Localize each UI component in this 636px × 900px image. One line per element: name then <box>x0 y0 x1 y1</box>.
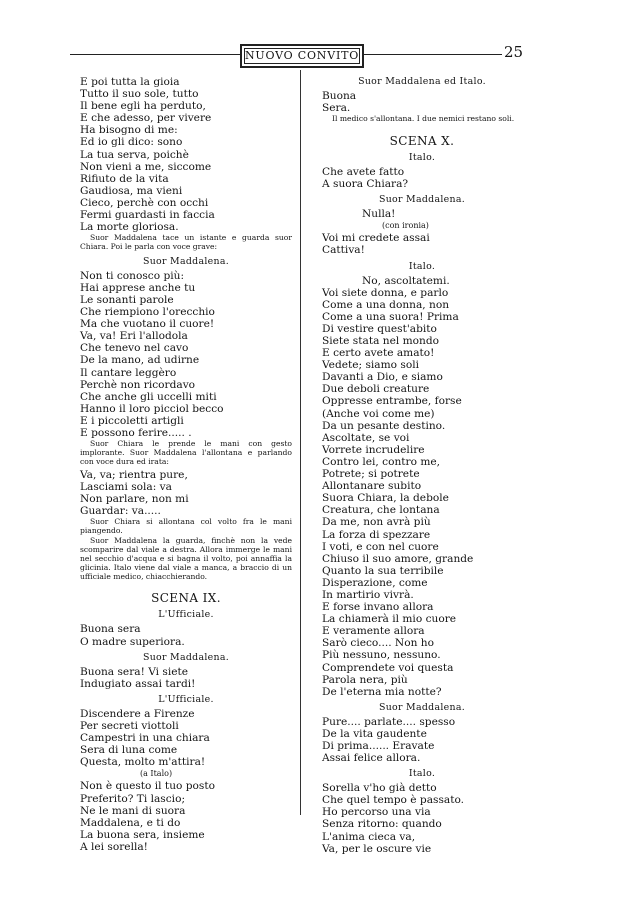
speaker-label: Suor Maddalena. <box>142 255 229 267</box>
speaker-label: Italo. <box>408 151 436 163</box>
speaker-label: Suor Maddalena. <box>378 701 465 713</box>
verse-line: Per secreti viottoli <box>80 719 179 732</box>
verse-line: De la mano, ad udirne <box>80 354 200 367</box>
verse-line: Di prima...... Eravate <box>322 740 435 753</box>
verse-block <box>322 90 522 114</box>
verse-line: Ne le mani di suora <box>80 804 186 817</box>
verse-line: Suora Chiara, la debole <box>322 492 449 505</box>
verse-line: Perchè non ricordavo <box>80 378 196 391</box>
verse-block <box>80 469 292 517</box>
verse-line: Gaudiosa, ma vieni <box>80 184 183 197</box>
verse-line: Lasciami sola: va <box>80 480 172 493</box>
verse-line: Che quel tempo è passato. <box>322 794 465 807</box>
verse-line: E che adesso, per vivere <box>80 112 212 125</box>
verse-line: Che anche gli uccelli miti <box>80 390 217 403</box>
verse-line: Parola nera, più <box>322 673 408 686</box>
verse-line: Voi siete donna, e parlo <box>322 286 449 299</box>
verse-line: Discendere a Firenze <box>80 707 195 720</box>
verse-line: E i piccoletti artigli <box>80 414 184 427</box>
stage-direction: Suor Chiara le prende le mani con gesto implorante. Suor Maddalena l'allontana e parlando con voce dura ed irata: <box>80 439 292 466</box>
verse-line: Che riempiono l'orecchio <box>80 306 215 319</box>
verse-line: Due deboli creature <box>322 383 430 396</box>
verse-line: Fermi guardasti in faccia <box>80 209 215 222</box>
header-rule-left <box>70 54 240 55</box>
header-rule-right <box>362 54 502 55</box>
speaker-label: Suor Maddalena. <box>142 651 229 663</box>
verse-line: La morte gloriosa. <box>80 221 179 234</box>
verse-line: Maddalena, e ti do <box>80 816 181 829</box>
speaker-label: L'Ufficiale. <box>158 693 214 705</box>
speaker-label: Suor Maddalena ed Italo. <box>358 76 486 87</box>
verse-line: A lei sorella! <box>80 840 148 853</box>
inline-note: (con ironia) <box>382 221 429 231</box>
verse-line: O madre superiora. <box>80 635 185 648</box>
verse-line: Potrete; si potrete <box>322 468 420 481</box>
verse-line: Ha bisogno di me: <box>80 124 178 137</box>
verse-line: Buona sera! Vi siete <box>80 665 189 678</box>
verse-line: Ascoltate, se voi <box>322 431 410 444</box>
speaker-label: Italo. <box>408 768 436 780</box>
scene-heading: SCENA IX. <box>151 591 221 606</box>
verse-line: Che tenevo nel cavo <box>80 342 189 355</box>
verse-line: A suora Chiara? <box>322 178 409 191</box>
verse-line: L'anima cieca va, <box>322 830 416 843</box>
verse-line: Siete stata nel mondo <box>322 335 440 348</box>
verse-line: Voi mi credete assai <box>322 232 430 245</box>
verse-line: La buona sera, insieme <box>80 828 205 841</box>
verse-line: De l'eterna mia notte? <box>322 685 442 698</box>
verse-line: Hanno il loro picciol becco <box>80 402 224 415</box>
stage-direction: Suor Chiara si allontana col volto fra le mani piangendo. <box>80 516 292 535</box>
verse-line: Contro lei, contro me, <box>322 455 441 468</box>
verse-line: Vedete; siamo soli <box>322 359 419 372</box>
verse-line: E veramente allora <box>322 625 425 638</box>
verse-line: (Anche voi come me) <box>322 407 435 420</box>
verse-line: Sorella v'ho già detto <box>322 782 437 795</box>
verse-line: La forza di spezzare <box>322 528 431 541</box>
speaker-label: L'Ufficiale. <box>158 609 214 621</box>
left-column <box>80 76 292 853</box>
verse-line: Buona sera <box>80 623 141 636</box>
verse-line: Il cantare leggèro <box>80 366 177 379</box>
verse-line: Sera. <box>322 102 351 115</box>
verse-line: Non parlare, non mi <box>80 492 189 505</box>
verse-block <box>322 232 522 256</box>
verse-line: Chiuso il suo amore, grande <box>322 552 474 565</box>
verse-line: Buona <box>322 90 357 102</box>
verse-line: E poi tutta la gioia <box>80 76 180 88</box>
speaker-label: Italo. <box>408 260 436 272</box>
page-number: 25 <box>504 43 524 61</box>
verse-line: Assai felice allora. <box>322 752 421 765</box>
verse-line: Vorrete incrudelire <box>322 443 425 456</box>
verse-block <box>322 782 522 855</box>
verse-line: Ma che vuotano il cuore! <box>80 318 215 331</box>
right-column <box>322 76 522 855</box>
verse-line: Le sonanti parole <box>80 294 174 306</box>
verse-line: Che avete fatto <box>322 165 405 178</box>
verse-line: Questa, molto m'attira! <box>80 756 206 769</box>
verse-line: La chiamerà il mio cuore <box>322 613 457 626</box>
verse-block <box>80 76 292 233</box>
verse-line: Preferito? Ti lascio; <box>80 792 186 805</box>
verse-line: Indugiato assai tardi! <box>80 677 196 690</box>
verse-line: Creatura, che lontana <box>322 504 440 517</box>
verse-line: De la vita gaudente <box>322 727 427 740</box>
inline-note: (a Italo) <box>140 769 173 779</box>
verse-line: Più nessuno, nessuno. <box>322 649 441 662</box>
verse-line: Sera di luna come <box>80 744 178 757</box>
verse-line: Disperazione, come <box>322 576 428 589</box>
verse-line: Non è questo il tuo posto <box>80 780 215 793</box>
verse-line: Tutto il suo sole, tutto <box>80 88 199 101</box>
verse-line: Hai apprese anche tu <box>80 281 196 294</box>
verse-line: I voti, e con nel cuore <box>322 540 439 553</box>
verse-line: Sarò cieco.... Non ho <box>322 637 434 650</box>
verse-line: Va, va; rientra pure, <box>80 468 188 481</box>
verse-line: Ho percorso una via <box>322 806 431 819</box>
verse-line: No, ascoltatemi. <box>362 274 450 287</box>
verse-line: Cattiva! <box>322 244 365 257</box>
verse-line: Non vieni a me, siccome <box>80 160 212 173</box>
verse-line: Da me, non avrà più <box>322 516 431 529</box>
verse-line: Da un pesante destino. <box>322 419 446 432</box>
verse-line: In martirio vivrà. <box>322 588 414 601</box>
running-header: NUOVO CONVITO <box>240 44 364 68</box>
verse-line: Campestri in una chiara <box>80 732 210 745</box>
verse-line: Guardar: va..... <box>80 504 161 517</box>
verse-line: E possono ferire..... . <box>80 427 192 440</box>
speaker-label: Suor Maddalena. <box>378 194 465 206</box>
verse-line: Va, va! Eri l'allodola <box>80 330 188 343</box>
column-divider <box>300 70 301 815</box>
verse-block <box>80 270 292 439</box>
verse-line: Come a una suora! Prima <box>322 310 459 323</box>
verse-block <box>80 708 292 768</box>
verse-line: Senza ritorno: quando <box>322 818 442 831</box>
scene-heading: SCENA X. <box>389 133 455 148</box>
verse-block <box>322 287 522 698</box>
stage-direction: Il medico s'allontana. I due nemici restano soli. <box>332 114 515 124</box>
verse-line: Comprendete voi questa <box>322 661 454 674</box>
verse-line: Allontanare subito <box>322 480 422 493</box>
stage-direction: Suor Maddalena tace un istante e guarda suor Chiara. Poi le parla con voce grave: <box>80 233 292 252</box>
verse-line: E forse invano allora <box>322 601 434 614</box>
verse-block <box>80 666 292 690</box>
verse-line: Ed io gli dico: sono <box>80 136 183 149</box>
verse-line: Non ti conosco più: <box>80 269 185 282</box>
verse-line: La tua serva, poichè <box>80 148 189 161</box>
verse-block <box>322 716 522 764</box>
verse-line: Davanti a Dio, e siamo <box>322 371 443 384</box>
verse-line: Pure.... parlate.... spesso <box>322 715 456 728</box>
verse-line: Cieco, perchè con occhi <box>80 196 209 209</box>
verse-line: E certo avete amato! <box>322 347 435 360</box>
verse-line: Rifiuto de la vita <box>80 172 169 185</box>
verse-block <box>80 623 292 647</box>
verse-line: Quanto la sua terribile <box>322 564 444 577</box>
verse-line: Come a una donna, non <box>322 298 450 311</box>
verse-block <box>80 780 292 853</box>
verse-line: Va, per le oscure vie <box>322 842 432 855</box>
verse-line: Di vestire quest'abito <box>322 322 437 335</box>
verse-block <box>322 166 522 190</box>
stage-direction: Suor Maddalena la guarda, finchè non la vede scomparire dal viale a destra. Allora immerge le mani nel secchio d'acqua e si bagna il volto, poi annaffia la glicinia. Italo viene dal viale a manca, a braccio di un ufficiale medico, chiacchierando. <box>80 536 292 581</box>
verse-line: Il bene egli ha perduto, <box>80 100 206 113</box>
verse-line: Oppresse entrambe, forse <box>322 395 462 408</box>
verse-line: Nulla! <box>362 208 396 221</box>
